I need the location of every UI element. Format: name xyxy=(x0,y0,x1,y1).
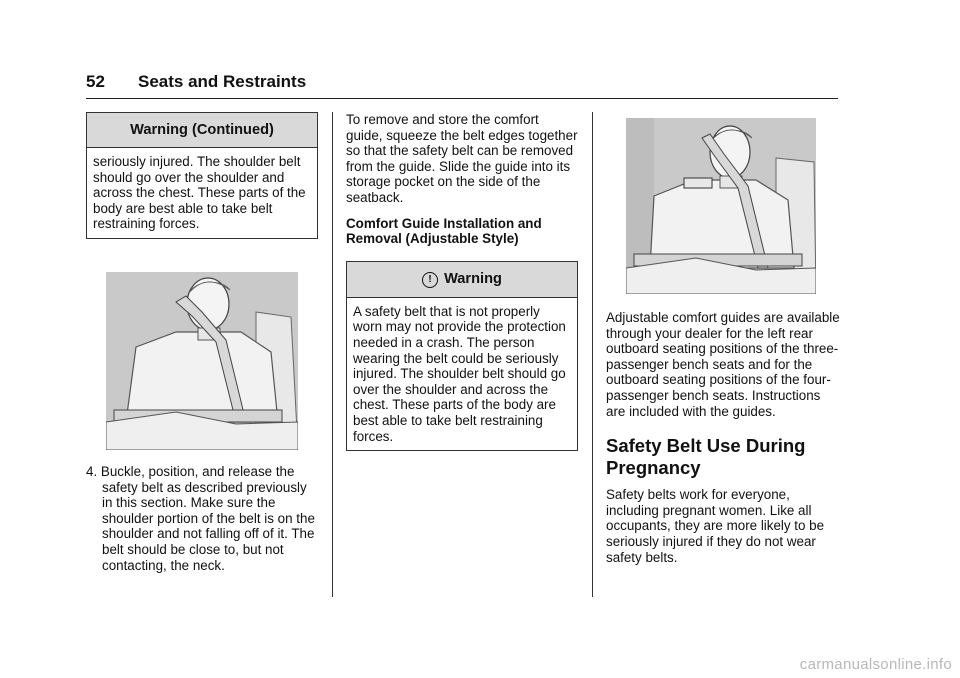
seatbelt-illustration-1 xyxy=(106,272,298,450)
seatbelt-illustration-2 xyxy=(626,118,816,294)
warning-continued-box xyxy=(86,112,318,239)
column-left xyxy=(86,112,318,239)
column-divider xyxy=(592,112,593,597)
page-header xyxy=(86,72,838,99)
warning-title-text: Warning xyxy=(444,270,502,287)
comfort-guides-paragraph: Adjustable comfort guides are available through your dealer for the left rear outboard seating positions of the three-passenger bench seats and for the outboard seating positions of the four-passenger bench seats. Instructions are included with the guides. xyxy=(606,310,840,419)
warning-continued-body: seriously injured. The shoulder belt should go over the shoulder and across the chest. These parts of the body are best able to take belt restraining forces. xyxy=(93,154,306,232)
column-middle xyxy=(346,112,578,451)
watermark-text: carmanualsonline.info xyxy=(799,656,952,673)
column-divider xyxy=(332,112,333,597)
warning-triangle-icon: ! xyxy=(422,272,438,288)
warning-title xyxy=(347,262,577,298)
warning-continued-title: Warning (Continued) xyxy=(87,113,317,148)
section-title: Seats and Restraints xyxy=(138,72,307,91)
page-number: 52 xyxy=(86,72,105,91)
step-4-text: 4. Buckle, position, and release the safety belt as described previously in this section. Make sure the shoulder portion of the belt is on the shoulder and not falling off of it. The belt should be close to, but not contacting, the neck. xyxy=(86,464,315,573)
warning-box xyxy=(346,261,578,451)
comfort-guide-subheading: Comfort Guide Installation and Removal (Adjustable Style) xyxy=(346,215,542,247)
warning-body: A safety belt that is not properly worn may not provide the protection needed in a crash. The person wearing the belt could be seriously injured. The shoulder belt should go over the shoulder and across the chest. These parts of the body are best able to take belt restraining forces. xyxy=(353,303,566,444)
person-seatbelt-icon xyxy=(106,272,298,450)
comfort-guide-paragraph: To remove and store the comfort guide, squeeze the belt edges together so that the safety belt can be removed from the guide. Slide the guide into its storage pocket on the side of the seatback. xyxy=(346,112,578,205)
pregnancy-section-body: Safety belts work for everyone, including pregnant women. Like all occupants, they are more likely to be seriously injured if they do not wear safety belts. xyxy=(606,487,825,565)
pregnancy-section-heading: Safety Belt Use During Pregnancy xyxy=(606,435,806,479)
column-right xyxy=(606,310,840,565)
person-comfort-guide-icon xyxy=(626,118,816,294)
step-list xyxy=(86,464,318,573)
